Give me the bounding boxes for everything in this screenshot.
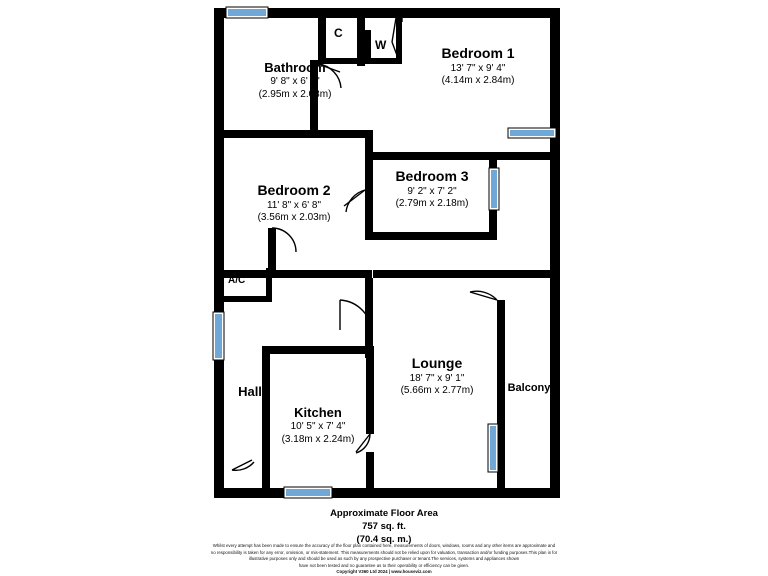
disclaimer-line-2: no responsibility is taken for any error, omission, or mis-statement. This measurements should not be relied upon for valuation, transaction and/or funding purposes.This plan is for: [210, 549, 558, 555]
room-label-bedroom1: [396, 45, 560, 88]
room-label-bedroom3: [368, 168, 496, 211]
marker-wardrobe: W: [375, 38, 387, 52]
room-dim-imperial-kitchen: 10' 5" x 7' 4": [290, 421, 346, 433]
room-name-lounge: Lounge: [411, 355, 463, 371]
room-dim-imperial-lounge: 18' 7" x 9' 1": [409, 372, 465, 384]
room-dim-metric-bedroom2: (3.56m x 2.03m): [257, 212, 331, 223]
room-name-bathroom: Bathroom: [264, 60, 326, 75]
room-dim-metric-bedroom1: (4.14m x 2.84m): [441, 75, 515, 86]
room-dim-metric-bathroom: (2.95m x 2.03m): [258, 88, 332, 100]
room-dim-metric-bedroom3: (2.79m x 2.18m): [395, 198, 469, 209]
room-dim-imperial-bedroom3: 9' 2" x 7' 2": [407, 185, 457, 197]
room-label-balcony: [498, 382, 560, 396]
room-dim-imperial-bedroom2: 11' 8" x 6' 8": [266, 199, 322, 211]
marker-cupboard: C: [334, 26, 343, 40]
floor-area-title: Approximate Floor Area: [330, 508, 438, 519]
room-name-bedroom2: Bedroom 2: [257, 182, 331, 198]
disclaimer-line-1: Whilst every attempt has been made to ensure the accuracy of the floor plan contained here, measurements of doors, windows, rooms and any other items are approximate and: [212, 543, 556, 548]
disclaimer-line-3: illustrative purposes only and should be used as such by any prospective purchaser or tenant.The services, systems and appliances shown: [248, 556, 520, 562]
disclaimer-block: [0, 543, 768, 576]
room-dim-metric-lounge: (5.66m x 2.77m): [400, 385, 474, 396]
room-name-hall: Hall: [238, 384, 262, 399]
room-name-bedroom1: Bedroom 1: [441, 45, 515, 61]
room-dim-imperial-bathroom: 9' 8" x 6' 8": [270, 76, 320, 88]
room-name-balcony: Balcony: [507, 382, 551, 394]
room-label-bathroom: [222, 60, 368, 101]
room-label-lounge: [378, 355, 496, 398]
room-label-bedroom2: [214, 182, 374, 225]
floor-area-imperial: 757 sq. ft.: [362, 520, 406, 532]
room-dim-metric-kitchen: (3.18m x 2.24m): [281, 433, 355, 445]
room-label-kitchen: [258, 405, 378, 446]
disclaimer-line-4: have not been tested and no guarantee as to their operability or efficiency can be given.: [298, 562, 470, 568]
floor-area-metric: (70.4 sq. m.): [356, 533, 412, 545]
room-name-bedroom3: Bedroom 3: [395, 168, 469, 184]
marker-aircon: A/C: [228, 275, 246, 286]
floor-area-block: [0, 508, 768, 546]
room-dim-imperial-bedroom1: 13' 7" x 9' 4": [450, 62, 506, 74]
copyright-line: Copyright V360 Ltd 2024 | www.houseviz.com: [336, 569, 432, 575]
room-name-kitchen: Kitchen: [294, 405, 342, 420]
room-label-hall: [222, 384, 278, 400]
